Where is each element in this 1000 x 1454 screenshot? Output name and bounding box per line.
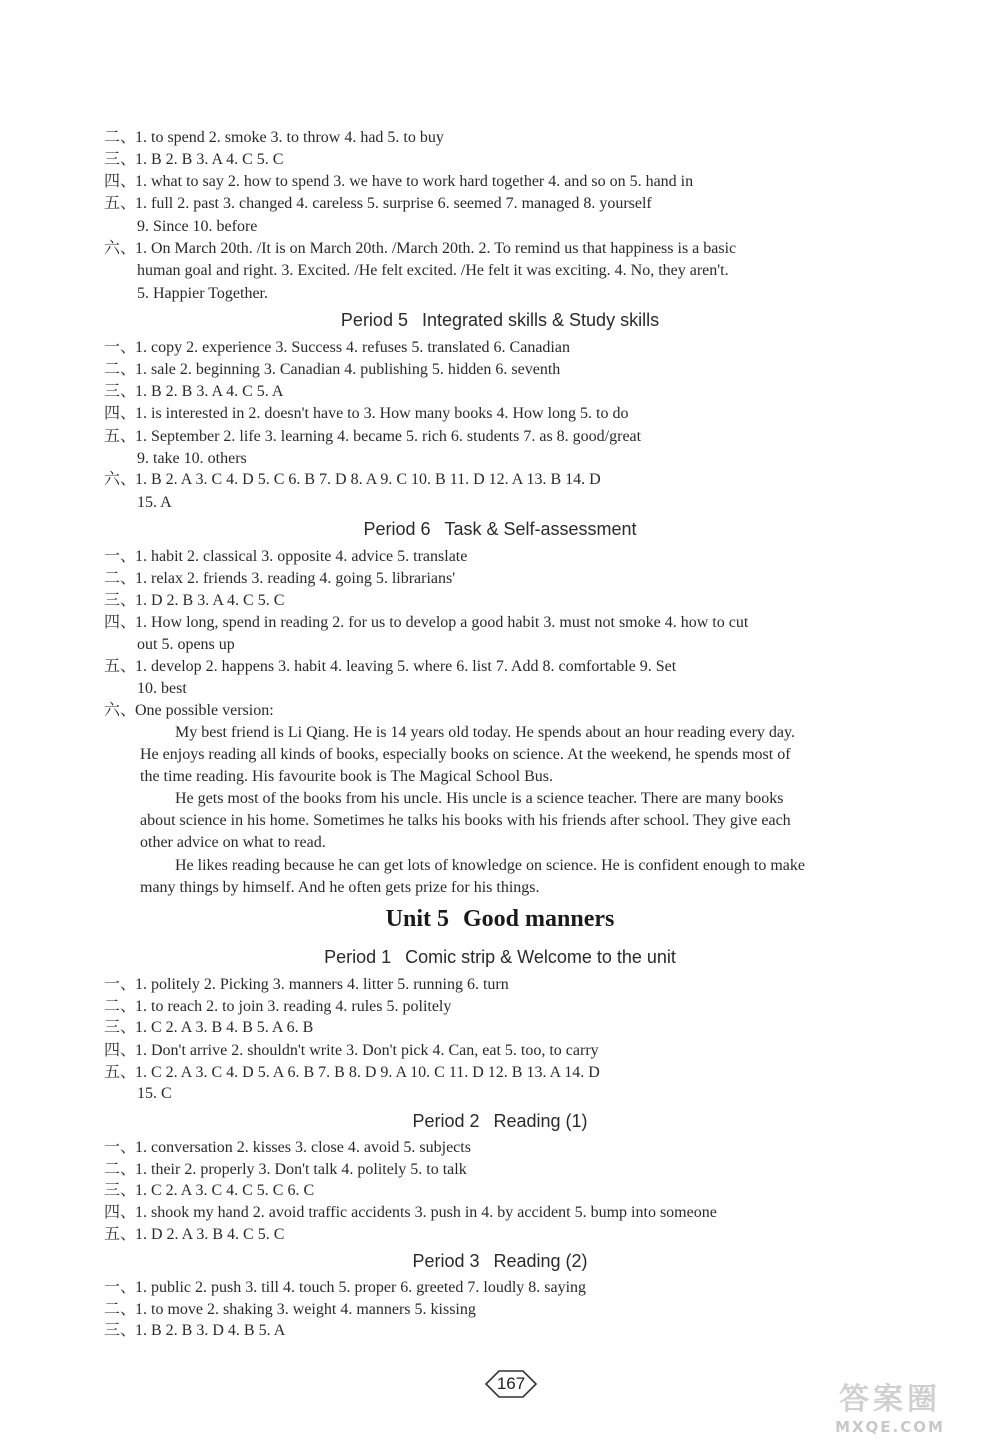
answer-line: 五、 1. September 2. life 3. learning 4. became 5. rich 6. students 7. as 8. good/great — [104, 428, 642, 445]
answer-line: 六、 1. On March 20th. /It is on March 20th. /March 20th. 2. To remind us that happiness is a basic — [104, 240, 737, 257]
answer-line-continued: human goal and right. 3. Excited. /He felt excited. /He felt it was exciting. 4. No, they aren't. — [137, 262, 729, 279]
essay-line: the time reading. His favourite book is The Magical School Bus. — [140, 768, 553, 785]
answer-line: 一、 1. habit 2. classical 3. opposite 4. advice 5. translate — [104, 548, 468, 565]
answer-line: 二、 1. sale 2. beginning 3. Canadian 4. publishing 5. hidden 6. seventh — [104, 361, 561, 378]
answer-line: 三、 1. D 2. B 3. A 4. C 5. C — [104, 592, 285, 609]
answer-line: 二、 1. their 2. properly 3. Don't talk 4. politely 5. to talk — [104, 1161, 467, 1178]
answer-line: 二、 1. to spend 2. smoke 3. to throw 4. had 5. to buy — [104, 129, 444, 146]
page-number: 167 — [483, 1368, 539, 1400]
answer-line: 五、 1. D 2. A 3. B 4. C 5. C — [104, 1226, 285, 1243]
answer-line: 四、 1. Don't arrive 2. shouldn't write 3. Don't pick 4. Can, eat 5. too, to carry — [104, 1042, 599, 1059]
answer-line-continued: 5. Happier Together. — [137, 285, 268, 302]
answer-line-continued: 9. take 10. others — [137, 450, 247, 467]
answer-line: 五、 1. full 2. past 3. changed 4. careless 5. surprise 6. seemed 7. managed 8. yourself — [104, 195, 652, 212]
essay-line: He enjoys reading all kinds of books, especially books on science. At the weekend, he spends most of — [140, 746, 791, 763]
answer-line: 六、 One possible version: — [104, 702, 274, 719]
answer-line: 二、 1. to reach 2. to join 3. reading 4. rules 5. politely — [104, 998, 452, 1015]
period-heading: Period 2 Reading (1) — [412, 1111, 588, 1131]
answer-line: 五、 1. develop 2. happens 3. habit 4. leaving 5. where 6. list 7. Add 8. comfortable 9. Set — [104, 658, 677, 675]
period-heading: Period 3 Reading (2) — [412, 1251, 588, 1271]
period-heading: Period 1 Comic strip & Welcome to the unit — [324, 947, 676, 967]
unit-title: Unit 5 Good manners — [385, 906, 615, 932]
answer-line: 一、 1. conversation 2. kisses 3. close 4. avoid 5. subjects — [104, 1139, 471, 1156]
answer-line: 四、 1. shook my hand 2. avoid traffic accidents 3. push in 4. by accident 5. bump into someone — [104, 1204, 717, 1221]
answer-line: 三、 1. B 2. B 3. A 4. C 5. C — [104, 151, 284, 168]
period-heading: Period 6 Task & Self-assessment — [363, 519, 637, 539]
answer-line: 四、 1. is interested in 2. doesn't have to 3. How many books 4. How long 5. to do — [104, 405, 629, 422]
answer-line: 三、 1. B 2. B 3. D 4. B 5. A — [104, 1322, 286, 1339]
essay-line: He likes reading because he can get lots of knowledge on science. He is confident enough to make — [175, 857, 806, 874]
answer-line: 四、 1. what to say 2. how to spend 3. we have to work hard together 4. and so on 5. hand in — [104, 173, 694, 190]
answer-line-continued: 10. best — [137, 680, 187, 697]
watermark-logo-text: 答案圈 — [839, 1382, 941, 1417]
answer-line: 三、 1. C 2. A 3. B 4. B 5. A 6. B — [104, 1019, 314, 1036]
answer-line: 三、 1. B 2. B 3. A 4. C 5. A — [104, 383, 284, 400]
answer-line: 六、 1. B 2. A 3. C 4. D 5. C 6. B 7. D 8. A 9. C 10. B 11. D 12. A 13. B 14. D — [104, 471, 601, 488]
essay-line: many things by himself. And he often gets prize for his things. — [140, 879, 540, 896]
answer-line: 一、 1. copy 2. experience 3. Success 4. refuses 5. translated 6. Canadian — [104, 339, 570, 356]
watermark-site: MXQE.COM — [835, 1418, 945, 1436]
period-heading: Period 5 Integrated skills & Study skills — [340, 310, 660, 330]
answer-line: 一、 1. politely 2. Picking 3. manners 4. litter 5. running 6. turn — [104, 976, 509, 993]
essay-line: He gets most of the books from his uncle. His uncle is a science teacher. There are many books — [175, 790, 784, 807]
answer-line-continued: 9. Since 10. before — [137, 218, 258, 235]
answer-line: 四、 1. How long, spend in reading 2. for us to develop a good habit 3. must not smoke 4. how to cut — [104, 614, 749, 631]
answer-line: 一、 1. public 2. push 3. till 4. touch 5. proper 6. greeted 7. loudly 8. saying — [104, 1279, 587, 1296]
watermark — [790, 1380, 990, 1440]
answer-line-continued: out 5. opens up — [137, 636, 235, 653]
answer-line: 三、 1. C 2. A 3. C 4. C 5. C 6. C — [104, 1182, 315, 1199]
essay-line: other advice on what to read. — [140, 834, 326, 851]
essay-line: about science in his home. Sometimes he talks his books with his friends after school. They give each — [140, 812, 791, 829]
answer-line-continued: 15. C — [137, 1085, 172, 1102]
answer-line: 五、 1. C 2. A 3. C 4. D 5. A 6. B 7. B 8. D 9. A 10. C 11. D 12. B 13. A 14. D — [104, 1064, 600, 1081]
answer-line: 二、 1. relax 2. friends 3. reading 4. going 5. librarians' — [104, 570, 456, 587]
essay-line: My best friend is Li Qiang. He is 14 years old today. He spends about an hour reading every day. — [175, 724, 795, 741]
answer-line-continued: 15. A — [137, 494, 172, 511]
answer-line: 二、 1. to move 2. shaking 3. weight 4. manners 5. kissing — [104, 1301, 476, 1318]
